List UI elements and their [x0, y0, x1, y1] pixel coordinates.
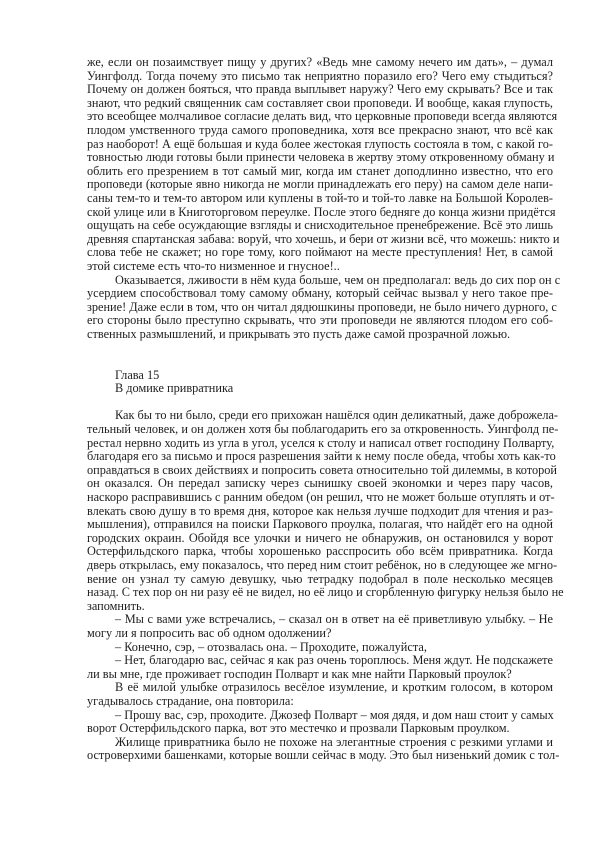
text-line: знают, что редкий священник сам составляет свои проповеди. И вообще, какая глупость, [87, 95, 553, 110]
text-line: – Мы с вами уже встречались, – сказал он в ответ на её приветливую улыбку. – Не [115, 612, 553, 627]
text-line: ощущать на себе осуждающие взгляды и снисходительное пренебрежение. Всё это лишь [87, 218, 553, 233]
text-before-chapter [87, 55, 561, 341]
chapter-text [87, 408, 564, 763]
text-line: оправдаться в своих действиях и попросить совета относительно той дилеммы, в которой [87, 462, 558, 477]
paragraph [87, 641, 553, 655]
text-line: древняя спартанская забава: воруй, что хочешь, и бери от жизни всё, что можешь: никто и [87, 231, 560, 246]
text-line: – Конечно, сэр, – отозвалась она. – Проходите, пожалуйста, [115, 639, 427, 654]
text-line: Остерфильдского парка, чтобы хорошенько расспросить обо всём привратника. Когда [87, 544, 553, 559]
text-line: городских окраин. Обойдя все улочки и ничего не обнаружив, он остановился у ворот [87, 530, 553, 545]
document-page [87, 55, 564, 763]
paragraph [87, 654, 553, 681]
text-line: рестал нервно ходить из угла в угол, уселся к столу и написал ответ господину Полварту, [87, 435, 555, 450]
text-line: ской улице или в Книготорговом переулке. После этого бедняге до конца жизни придётся [87, 204, 556, 219]
text-line: же, если он позаимствует пищу у других? «Ведь мне самому нечего им дать», – думал [87, 55, 553, 69]
text-line: тельный человек, и он должен хотя бы поблагодарить его за откровенность. Уингфолд пе- [87, 422, 559, 437]
text-line: угадывалось страдание, она повторила: [87, 693, 294, 708]
text-line: запомнить. [87, 598, 145, 613]
text-line: влекать свою душу в то время дня, которое как нельзя лучше подходит для чтения и раз- [87, 503, 553, 518]
text-line: Оказывается, лживости в нём куда больше, чем он предполагал: ведь до сих пор он с [115, 272, 561, 287]
text-line: могу ли я попросить вас об одном одолжении? [87, 625, 332, 640]
text-line: раз наоборот! А ещё большая и куда более жестокая глупость состояла в том, с какой го- [87, 136, 553, 151]
text-line: благодаря его за письмо и прося разрешения зайти к нему после обеда, чтобы хоть как-то [87, 449, 556, 464]
text-line: В её милой улыбке отразилось весёлое изумление, и кротким голосом, в котором [115, 680, 553, 695]
text-line: мышления), отправился на поиски Паркового проулка, полагая, что найдёт его на одной [87, 517, 553, 532]
text-line: островерхими башенками, которые вошли сейчас в моду. Это был низенький домик с тол- [87, 748, 560, 763]
text-line: слова тебе не скажет; но горе тому, кого поймают на месте преступления! Нет, в самой [87, 245, 553, 260]
chapter-number: Глава 15 [115, 367, 160, 382]
text-line: Почему он должен бояться, что правда выплывет наружу? Чего ему скрывать? Все и так [87, 82, 553, 97]
text-line: Уингфолд. Тогда почему это письмо так неприятно поразило его? Чего ему стыдиться? [87, 68, 553, 83]
text-line: – Прошу вас, сэр, проходите. Джозеф Полварт – моя дядя, и дом наш стоит у самых [115, 707, 554, 722]
paragraph [87, 272, 561, 342]
text-line: дверь открылась, ему показалось, что перед ним стоит ребёнок, но в следующее же мгно- [87, 557, 558, 572]
text-line: Как бы то ни было, среди его прихожан нашёлся один деликатный, даже доброжела- [115, 408, 559, 423]
text-line: вение он узнал ту самую девушку, чью тетрадку подобрал в поле несколько месяцев [87, 571, 553, 586]
chapter-title: В домике привратника [115, 381, 234, 396]
text-line: назад. С тех пор он ни разу её не видел, но её лицо и сгорбленную фигурку нельзя было не [87, 585, 564, 600]
text-line: это всеобщее молчаливое согласие делать вид, что церковные проповеди всегда являются [87, 109, 558, 124]
text-line: облить его презрением в тот самый миг, когда им станет доподлинно известно, что его [87, 163, 553, 178]
paragraph [87, 613, 553, 640]
text-line: ственных размышлений, и прикрывать это пусть даже самой прозрачной ложью. [87, 326, 511, 341]
text-line: этой системе есть что-то низменное и гнусное!.. [87, 258, 340, 273]
paragraph [87, 55, 560, 274]
text-line: усердием способствовал тому самому обману, который сейчас вызвал у него такое пре- [87, 286, 553, 301]
text-line: плодом умственного труда самого проповедника, хотя все прекрасно знают, что всё как [87, 122, 553, 137]
paragraph [87, 734, 560, 763]
text-line: наскоро расправившись с ранним обедом (он решил, что не может больше отуплять и от- [87, 490, 555, 504]
text-line: – Нет, благодарю вас, сейчас я как раз очень тороплюсь. Меня ждут. Не подскажете [115, 653, 553, 668]
text-line: ли вы мне, где проживает господин Полварт и как мне найти Парковый проулок? [87, 666, 512, 681]
text-line: его стороны было преступно скрывать, что эти проповеди не являются плодом его соб- [87, 313, 553, 328]
text-line: ворот Остерфильдского парка, вот это местечко и прозвали Парковым проулком. [87, 721, 510, 736]
text-line: зрение! Даже если в том, что он читал дядюшкины проповеди, не было ничего дурного, с [87, 299, 557, 314]
paragraph [87, 408, 564, 613]
text-line: товностью люди готовы были принести человека в жертву этому откровенному обману и [87, 150, 555, 165]
text-line: саны тем-то и тем-то автором или куплены в той-то и той-то лавке на Большой Королев- [87, 190, 553, 205]
text-line: проповеди (которые явно никогда не могли принадлежать его перу) на самом деле напи- [87, 177, 553, 192]
text-line: он оказался. Он передал записку через сынишку своей экономки и через пару часов, [87, 476, 553, 491]
text-line: Жилище привратника было не похоже на элегантные строения с резкими углами и [115, 734, 553, 749]
paragraph [87, 681, 553, 708]
paragraph [87, 709, 553, 736]
